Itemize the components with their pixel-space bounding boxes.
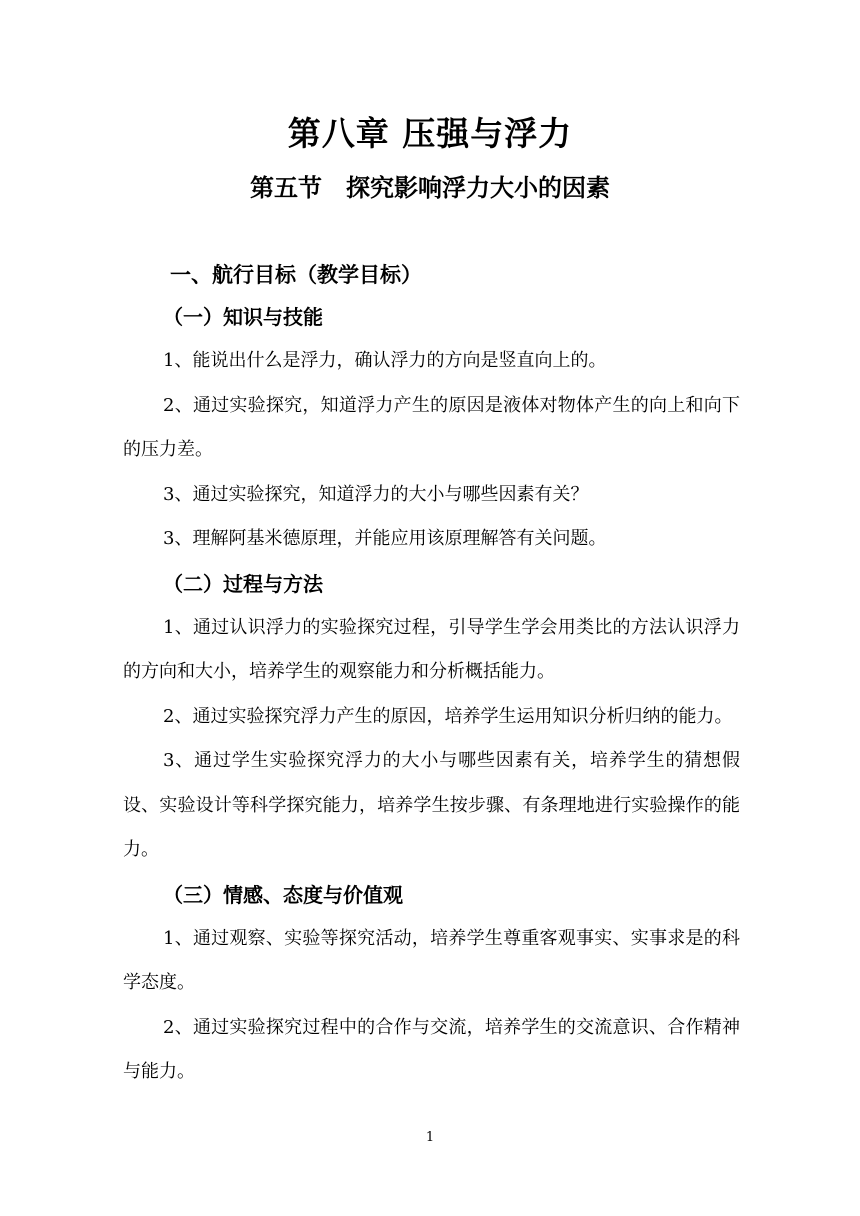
chapter-title: 第八章 压强与浮力 <box>287 114 573 153</box>
paragraph: 2、通过实验探究，知道浮力产生的原因是液体对物体产生的向上和向下的压力差。 <box>123 394 740 460</box>
paragraph: 1、通过观察、实验等探究活动，培养学生尊重客观事实、实事求是的科学态度。 <box>123 927 740 993</box>
paragraph: 2、通过实验探究过程中的合作与交流，培养学生的交流意识、合作精神与能力。 <box>123 1016 740 1082</box>
paragraph: 3、通过学生实验探究浮力的大小与哪些因素有关，培养学生的猜想假设、实验设计等科学探究能力，培养学生按步骤、有条理地进行实验操作的能力。 <box>123 750 740 860</box>
paragraph: 1、通过认识浮力的实验探究过程，引导学生学会用类比的方法认识浮力的方向和大小，培养学生的观察能力和分析概括能力。 <box>123 616 740 682</box>
document-body <box>123 255 740 1095</box>
heading-emotion-values: （三）情感、态度与价值观 <box>163 882 403 907</box>
heading-knowledge-skills: （一）知识与技能 <box>163 305 323 329</box>
paragraph: 3、理解阿基米德原理，并能应用该原理解答有关问题。 <box>163 528 607 549</box>
page-number: 1 <box>425 1130 435 1145</box>
paragraph: 1、能说出什么是浮力，确认浮力的方向是竖直向上的。 <box>163 350 607 371</box>
paragraph: 2、通过实验探究浮力产生的原因，培养学生运用知识分析归纳的能力。 <box>163 705 733 727</box>
paragraph: 3、通过实验探究，知道浮力的大小与哪些因素有关？ <box>163 483 589 505</box>
section-title: 第五节 探究影响浮力大小的因素 <box>250 174 610 202</box>
heading-teaching-goals: 一、航行目标（教学目标） <box>170 263 422 287</box>
heading-process-method: （二）过程与方法 <box>163 571 323 596</box>
